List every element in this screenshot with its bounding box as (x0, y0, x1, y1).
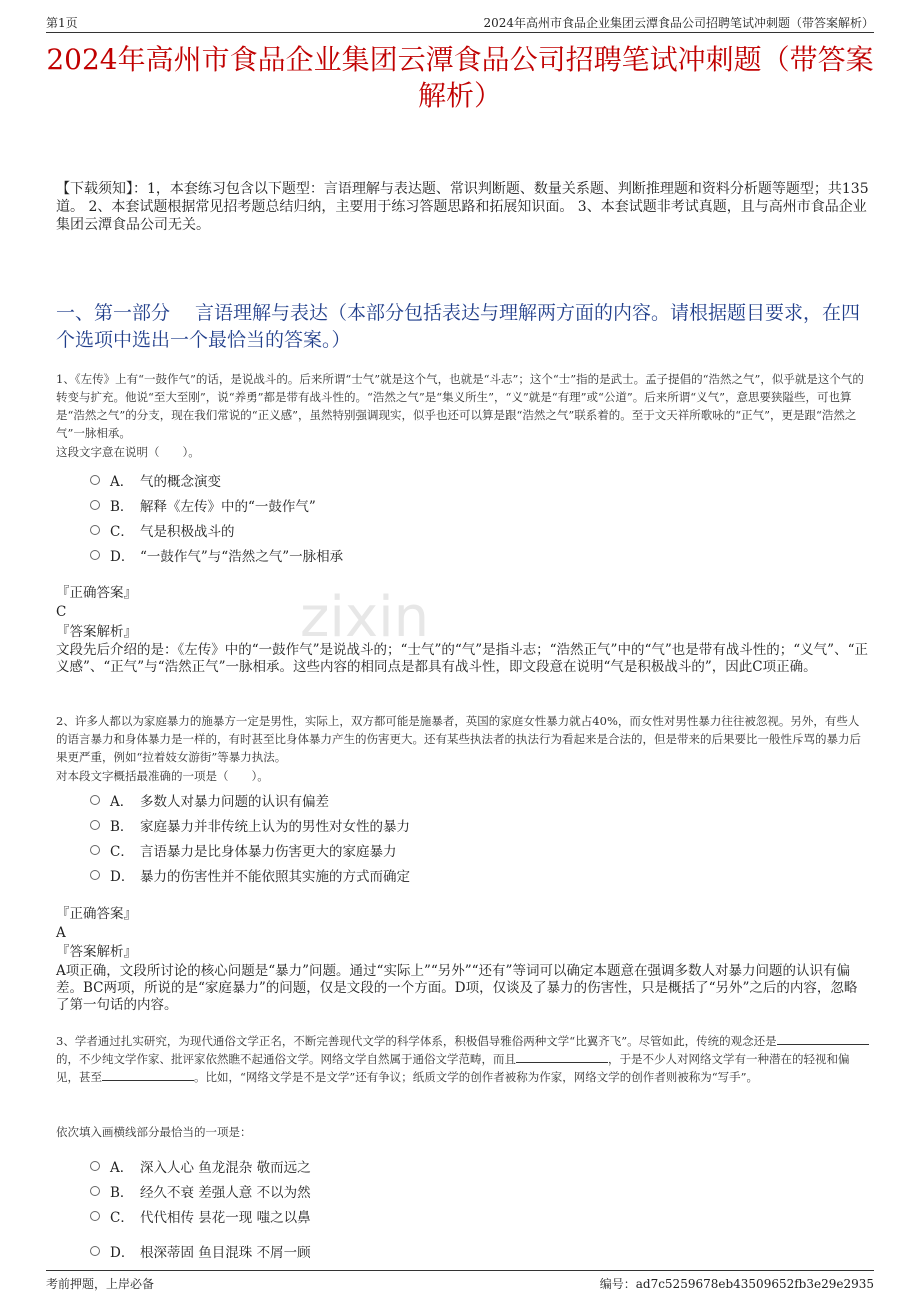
radio-icon[interactable] (90, 870, 100, 880)
radio-icon[interactable] (90, 1161, 100, 1171)
footer-code: 编号：ad7c5259678eb43509652fb3e29e2935 (599, 1277, 874, 1291)
page-number: 第1页 (46, 16, 78, 30)
radio-icon[interactable] (90, 1246, 100, 1256)
option-a[interactable]: A． 多数人对暴力问题的认识有偏差 (90, 787, 610, 812)
footer-slogan: 考前押题，上岸必备 (46, 1277, 155, 1291)
option-d[interactable]: D． 暴力的伤害性并不能依照其实施的方式而确定 (90, 862, 610, 887)
watermark: zixin (300, 585, 430, 650)
question-2-answer-label: 『正确答案』 (56, 906, 137, 922)
question-3-stem: 3、学者通过扎实研究，为现代通俗文学正名，不断完善现代文学的科学体系，积极倡导雅俗两种文学“比翼齐飞”。尽管如此，传统的观念还是的，不少纯文学作家、批评家依然瞧不起通俗文学。网络文学自然属于通俗文学范畴，而且 ，于是不少人对网络文学有一种潜在的轻视和偏见，甚至 。比如，“网络文学是不是文学”还有争议；纸质文学的创作者被称为作家，网络文学的创作者则被称为“写手”。 (56, 1032, 870, 1086)
question-3-prompt: 依次填入画横线部分最恰当的一项是： (56, 1125, 252, 1139)
page-footer (46, 1270, 874, 1295)
fill-blank (102, 1068, 194, 1081)
question-1-options (90, 467, 610, 567)
radio-icon[interactable] (90, 1211, 100, 1221)
download-notice: 【下载须知】：1，本套练习包含以下题型：言语理解与表达题、常识判断题、数量关系题、判断推理题和资料分析题等题型；共135道。 2、本套试题根据常见招考题总结归纳，主要用于练习答题思路和拓展知识面。 3、本套试题非考试真题，且与高州市食品企业集团云潭食品公司无关。 (56, 181, 869, 233)
page-header (46, 10, 874, 33)
question-1-analysis: 文段先后介绍的是：《左传》中的“一鼓作气”是说战斗的；“士气”的“气”是指斗志；“浩然正气”中的“气”也是带有战斗性的；“义气”、“正义感”、“正气”与“浩然正气”一脉相承。这些内容的相同点是都具有战斗性，即文段意在说明“气是积极战斗的”，因此C项正确。 (56, 642, 868, 675)
radio-icon[interactable] (90, 1186, 100, 1196)
question-1-answer-label: 『正确答案』 (56, 585, 137, 601)
radio-icon[interactable] (90, 795, 100, 805)
option-c[interactable]: C． 代代相传 昙花一现 嗤之以鼻 (90, 1203, 610, 1228)
option-a[interactable]: A． 气的概念演变 (90, 467, 610, 492)
question-2-stem: 2、许多人都以为家庭暴力的施暴方一定是男性，实际上，双方都可能是施暴者，英国的家庭女性暴力就占40%，而女性对男性暴力往往被忽视。另外，有些人的语言暴力和身体暴力是一样的，有时甚至比身体暴力产生的伤害更大。还有某些执法者的执法行为看起来是合法的，但是带来的后果要比一般性斥骂的暴力后果更严重，例如“拉着妓女游街”等暴力执法。 (56, 714, 861, 764)
fill-blank (516, 1050, 608, 1063)
question-2-prompt: 对本段文字概括最准确的一项是（ ）。 (56, 769, 269, 783)
radio-icon[interactable] (90, 550, 100, 560)
option-a[interactable]: A． 深入人心 鱼龙混杂 敬而远之 (90, 1153, 610, 1178)
document-title: 2024年高州市食品企业集团云潭食品公司招聘笔试冲刺题（带答案解析） (46, 43, 874, 112)
radio-icon[interactable] (90, 500, 100, 510)
radio-icon[interactable] (90, 820, 100, 830)
option-b[interactable]: B． 经久不衰 差强人意 不以为然 (90, 1178, 610, 1203)
question-2-options (90, 787, 610, 887)
fill-blank (777, 1032, 869, 1045)
radio-icon[interactable] (90, 475, 100, 485)
option-d[interactable]: D． “一鼓作气”与“浩然之气”一脉相承 (90, 542, 610, 567)
question-1-prompt: 这段文字意在说明（ ）。 (56, 445, 200, 459)
radio-icon[interactable] (90, 845, 100, 855)
question-1-stem: 1、《左传》上有“一鼓作气”的话，是说战斗的。后来所谓“士气”就是这个气，也就是“斗志”；这个“士”指的是武士。孟子提倡的“浩然之气”，似乎就是这个气的转变与扩充。他说“至大至刚”，说“养勇”都是带有战斗性的。“浩然之气”是“集义所生”，“义”就是“有理”或“公道”。后来所谓“义气”，意思要狭隘些，可也算是“浩然之气”的分支，现在我们常说的“正义感”，虽然特别强调现实，似乎也还可以算是跟“浩然之气”联系着的。至于文天祥所歌咏的“正气”，更是跟“浩然之气”一脉相承。 (56, 372, 864, 440)
question-2-answer: A (56, 925, 66, 941)
option-c[interactable]: C． 言语暴力是比身体暴力伤害更大的家庭暴力 (90, 837, 610, 862)
question-2-analysis-label: 『答案解析』 (56, 944, 137, 960)
option-d[interactable]: D． 根深蒂固 鱼目混珠 不屑一顾 (90, 1238, 610, 1263)
question-3-options (90, 1153, 610, 1263)
radio-icon[interactable] (90, 525, 100, 535)
section-heading: 一、第一部分 言语理解与表达（本部分包括表达与理解两方面的内容。请根据题目要求，在四个选项中选出一个最恰当的答案。） (56, 302, 861, 351)
option-b[interactable]: B． 解释《左传》中的“一鼓作气” (90, 492, 610, 517)
option-c[interactable]: C． 气是积极战斗的 (90, 517, 610, 542)
question-2-analysis: A项正确，文段所讨论的核心问题是“暴力”问题。通过“实际上”“另外”“还有”等词可以确定本题意在强调多数人对暴力问题的认识有偏差。BC两项，所说的是“家庭暴力”的问题，仅是文段的一个方面。D项，仅谈及了暴力的伤害性，只是概括了“另外”之后的内容，忽略了第一句话的内容。 (56, 963, 858, 1013)
option-b[interactable]: B． 家庭暴力并非传统上认为的男性对女性的暴力 (90, 812, 610, 837)
question-1-analysis-label: 『答案解析』 (56, 624, 137, 640)
question-1-answer: C (56, 604, 67, 620)
header-doc-title: 2024年高州市食品企业集团云潭食品公司招聘笔试冲刺题（带答案解析） (483, 16, 874, 30)
